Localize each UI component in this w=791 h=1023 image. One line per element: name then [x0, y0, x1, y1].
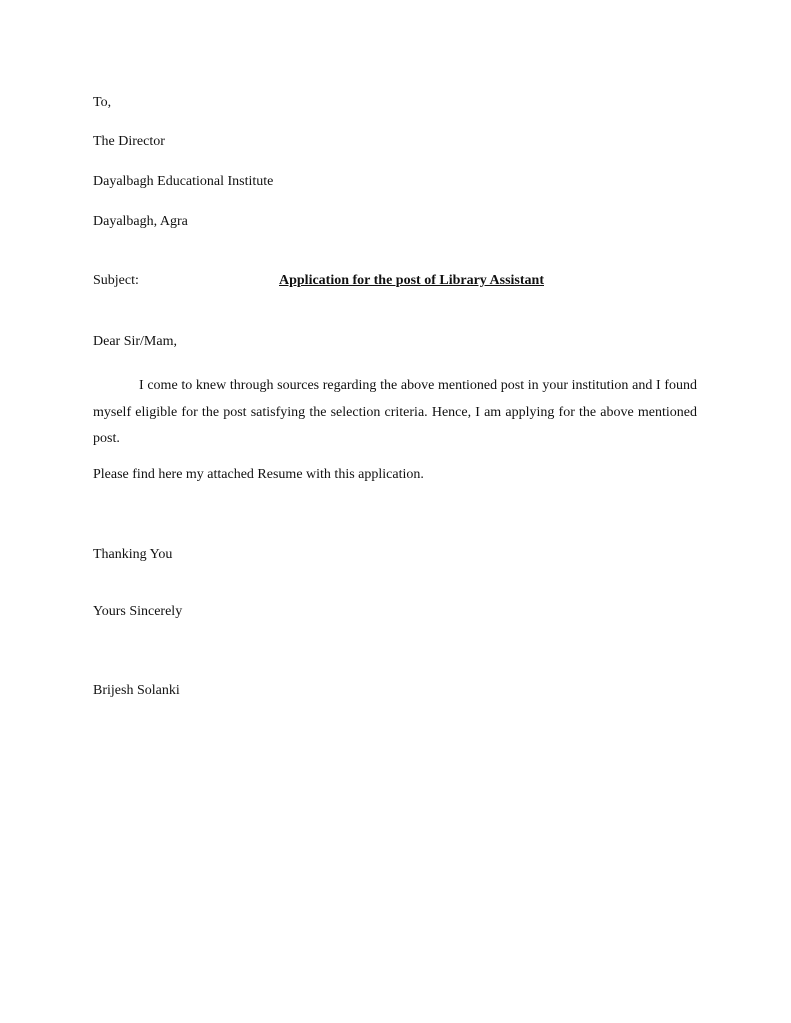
attachment-note: Please find here my attached Resume with this application.	[93, 467, 424, 482]
sign-off: Yours Sincerely	[93, 604, 183, 619]
recipient-organization: Dayalbagh Educational Institute	[93, 174, 274, 189]
to-line: To,	[93, 95, 112, 110]
body-paragraph: I come to knew through sources regarding the above mentioned post in your institution and I found myself eligible for the post satisfying the selection criteria. Hence, I am applying for the above mentioned post.	[93, 378, 697, 446]
thanking-line: Thanking You	[93, 547, 173, 562]
signer-name: Brijesh Solanki	[93, 683, 180, 698]
recipient-title: The Director	[93, 134, 165, 149]
subject-label: Subject:	[93, 273, 139, 288]
recipient-address: Dayalbagh, Agra	[93, 214, 188, 229]
subject-text: Application for the post of Library Assistant	[279, 273, 544, 288]
salutation: Dear Sir/Mam,	[93, 334, 177, 349]
